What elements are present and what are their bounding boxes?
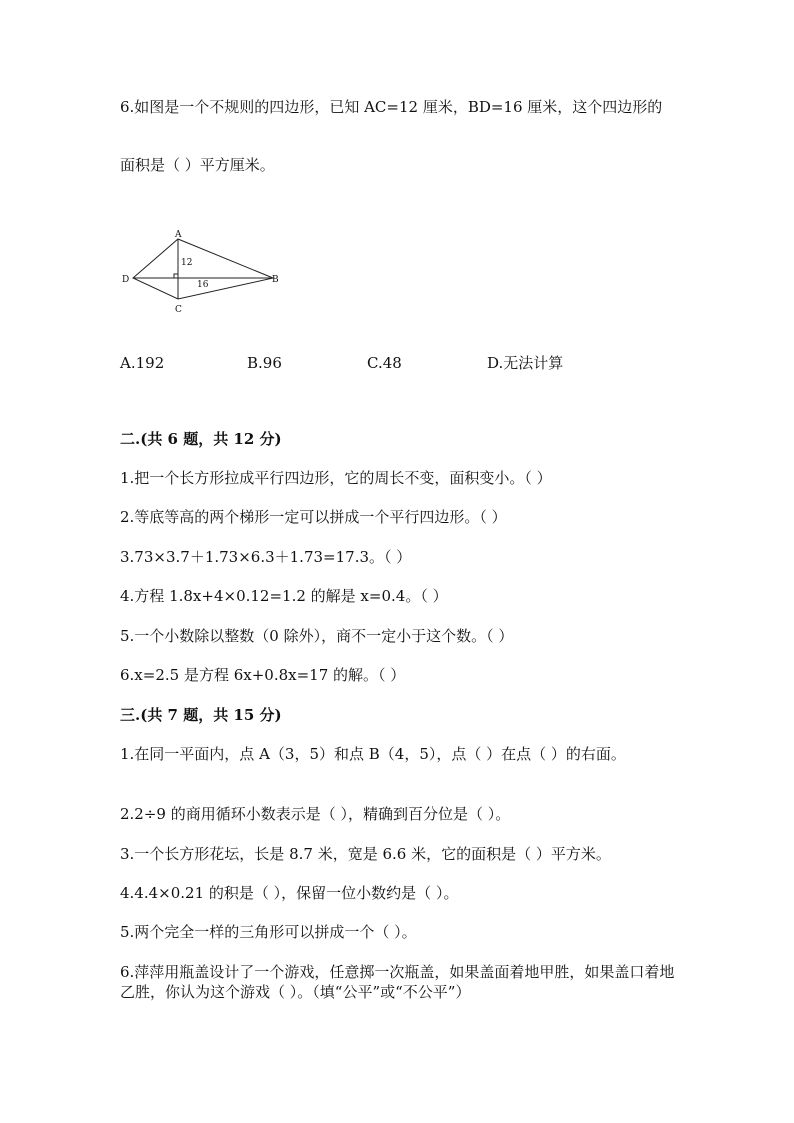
vertex-label-c: C [175, 305, 182, 315]
section-2-item-1: 1.把一个长方形拉成平行四边形，它的周长不变，面积变小。（ ） [120, 469, 552, 487]
section-3-item-4: 4.4.4×0.21 的积是（ ），保留一位小数约是（ ）。 [120, 884, 459, 902]
section-3-item-3: 3.一个长方形花坛，长是 8.7 米，宽是 6.6 米，它的面积是（ ）平方米。 [120, 845, 611, 863]
option-b: B.96 [247, 354, 282, 372]
vertex-label-d: D [122, 275, 130, 285]
quadrilateral-outline [133, 239, 273, 299]
option-d: D.无法计算 [487, 354, 564, 372]
section-2-item-3: 3.73×3.7＋1.73×6.3＋1.73=17.3。（ ） [120, 548, 412, 566]
section-2-item-5: 5.一个小数除以整数（0 除外），商不一定小于这个数。（ ） [120, 627, 514, 645]
option-a: A.192 [120, 354, 165, 372]
section-3-heading: 三.(共 7 题，共 15 分) [120, 706, 282, 724]
section-3-item-2: 2.2÷9 的商用循环小数表示是（ ），精确到百分位是（ ）。 [120, 805, 511, 823]
section-3-item-1: 1.在同一平面内，点 A（3，5）和点 B（4，5），点（ ）在点（ ）的右面。 [120, 745, 626, 763]
length-label-16: 16 [197, 280, 209, 290]
section-2-item-2: 2.等底等高的两个梯形一定可以拼成一个平行四边形。（ ） [120, 508, 507, 526]
option-c: C.48 [367, 354, 402, 372]
section-3-item-5: 5.两个完全一样的三角形可以拼成一个（ ）。 [120, 923, 417, 941]
question-6-text-line1: 6.如图是一个不规则的四边形，已知 AC=12 厘米，BD=16 厘米，这个四边形的 [120, 98, 663, 116]
section-2-item-6: 6.x=2.5 是方程 6x+0.8x=17 的解。（ ） [120, 666, 406, 684]
question-6-text-line2: 面积是（ ）平方厘米。 [120, 156, 275, 174]
right-angle-mark [174, 274, 178, 278]
section-3-item-6: 6.萍萍用瓶盖设计了一个游戏，任意掷一次瓶盖，如果盖面着地甲胜，如果盖口着地乙胜，你认为这个游戏（ ）。（填“公平”或“不公平”） [120, 963, 675, 1001]
length-label-12: 12 [181, 258, 193, 268]
vertex-label-b: B [272, 275, 279, 285]
quadrilateral-figure [115, 225, 290, 320]
section-2-heading: 二.(共 6 题，共 12 分) [120, 430, 282, 448]
vertex-label-a: A [175, 230, 182, 240]
section-2-item-4: 4.方程 1.8x+4×0.12=1.2 的解是 x=0.4。（ ） [120, 587, 448, 605]
